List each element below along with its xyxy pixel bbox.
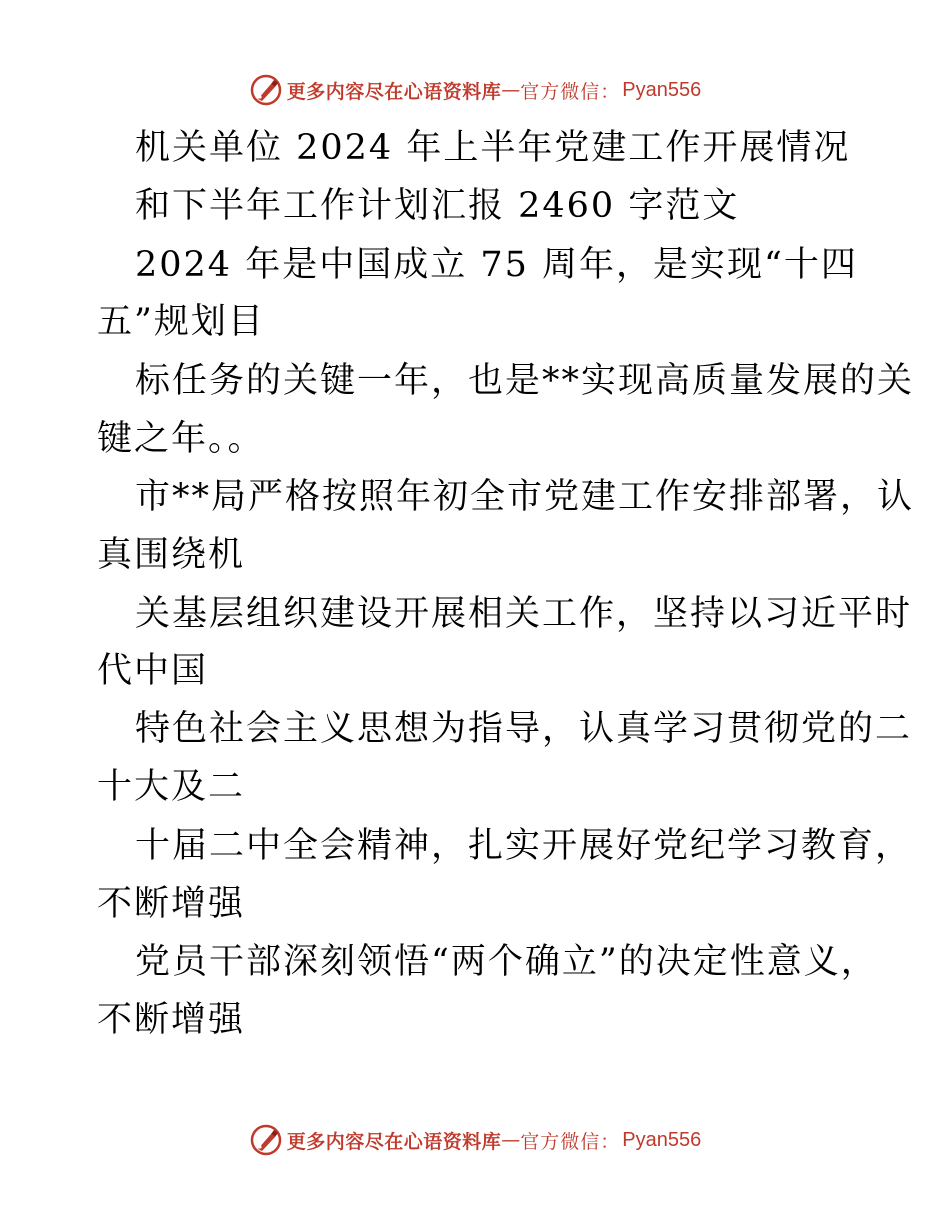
banner-brand-text: 更多内容尽在心语资料库 xyxy=(286,1130,502,1153)
text-line: 键之年。。 xyxy=(97,419,265,459)
banner-separator: — xyxy=(501,79,521,101)
text-line: 党员干部深刻领悟“两个确立”的决定性意义， xyxy=(135,942,878,982)
banner-account: Pyan556 xyxy=(622,78,702,101)
banner-wechat-label: 官方微信： xyxy=(520,1130,621,1153)
text-line: 十大及二 xyxy=(97,767,246,807)
banner-brand-text: 更多内容尽在心语资料库 xyxy=(286,80,502,103)
footer-banner xyxy=(0,1120,950,1160)
text-line: 代中国 xyxy=(97,651,209,691)
text-line: 十届二中全会精神，扎实开展好党纪学习教育， xyxy=(135,826,913,866)
text-line: 不断增强 xyxy=(97,884,246,924)
title-line-2: 和下半年工作计划汇报 2460 字范文 xyxy=(135,186,740,226)
banner-separator: — xyxy=(501,1129,521,1151)
text-line: 特色社会主义思想为指导，认真学习贯彻党的二 xyxy=(135,709,913,749)
text-line: 真围绕机 xyxy=(97,535,246,575)
text-line: 2024 年是中国成立 75 周年，是实现“十四 xyxy=(135,245,858,285)
text-line: 标任务的关键一年，也是**实现高质量发展的关 xyxy=(135,361,915,401)
banner-wechat-label: 官方微信： xyxy=(520,80,621,103)
banner-account: Pyan556 xyxy=(622,1128,702,1151)
text-line: 不断增强 xyxy=(97,1000,246,1040)
pen-logo-icon xyxy=(249,73,283,107)
title-line-1: 机关单位 2024 年上半年党建工作开展情况 xyxy=(135,128,851,168)
pen-logo-icon xyxy=(249,1123,283,1157)
text-line: 市**局严格按照年初全市党建工作安排部署，认 xyxy=(135,477,915,517)
text-line: 五”规划目 xyxy=(97,302,265,342)
text-line: 关基层组织建设开展相关工作，坚持以习近平时 xyxy=(135,594,913,634)
header-banner xyxy=(0,70,950,110)
